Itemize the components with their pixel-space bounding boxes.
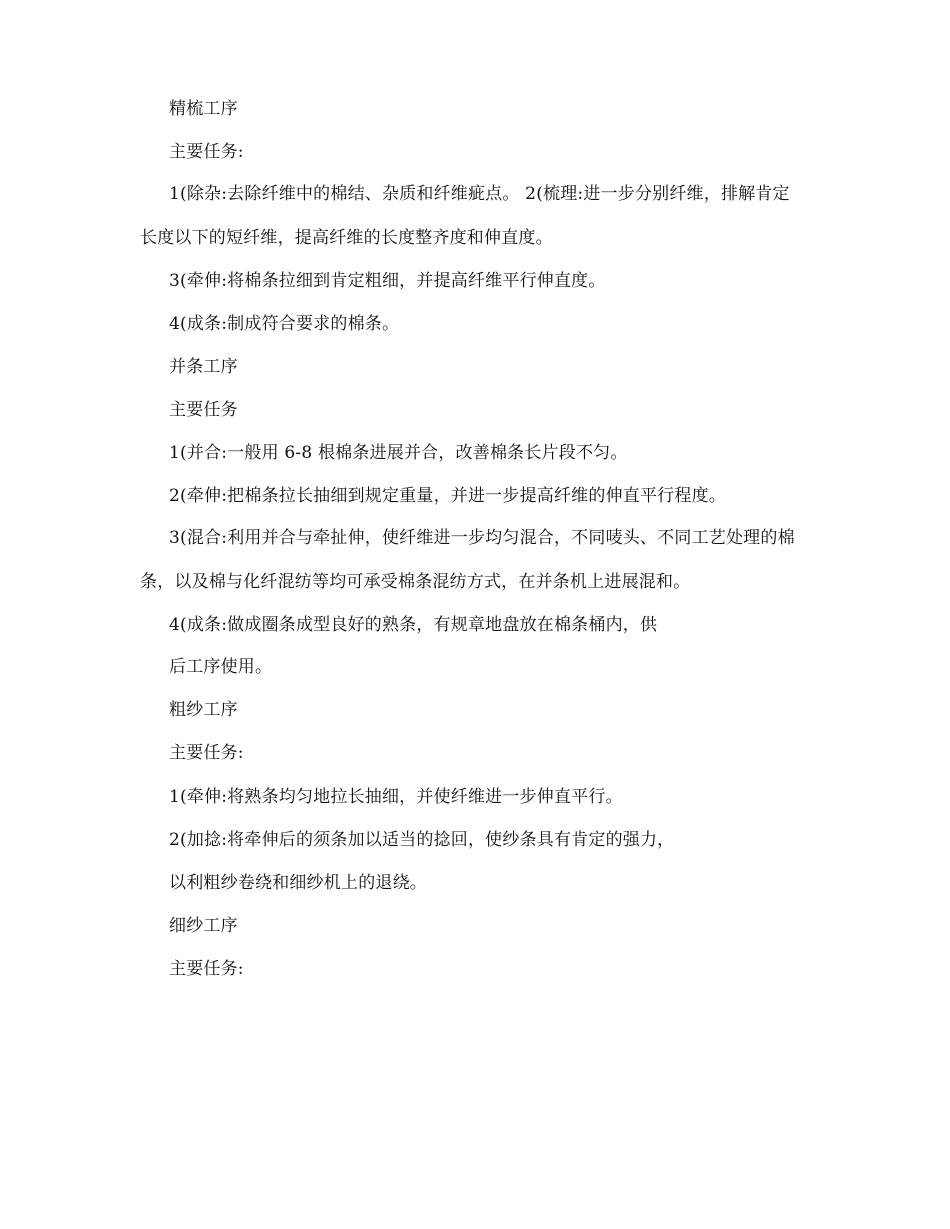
section-subheading-roving: 主要任务:	[169, 743, 244, 763]
section-subheading-combing: 主要任务:	[169, 142, 244, 162]
combing-item-3: 3(牵伸:将棉条拉细到肯定粗细，并提高纤维平行伸直度。	[169, 271, 606, 291]
drawing-item-4-cont: 后工序使用。	[169, 657, 273, 677]
section-heading-drawing: 并条工序	[169, 357, 238, 377]
section-heading-roving: 粗纱工序	[169, 700, 238, 720]
section-subheading-spinning: 主要任务:	[169, 959, 244, 979]
roving-item-1: 1(牵伸:将熟条均匀地拉长抽细，并使纤维进一步伸直平行。	[169, 787, 623, 807]
section-heading-spinning: 细纱工序	[169, 916, 238, 936]
drawing-item-3: 3(混合:利用并合与牵扯伸，使纤维进一步均匀混合，不同唛头、不同工艺处理的棉条，以及棉与化纤混纺等均可承受棉条混纺方式，在并条机上进展混和。	[140, 528, 795, 592]
drawing-item-1: 1(并合:一般用 6-8 根棉条进展并合，改善棉条长片段不匀。	[169, 443, 628, 463]
drawing-item-4: 4(成条:做成圈条成型良好的熟条，有规章地盘放在棉条桶内，供	[169, 615, 658, 635]
roving-item-2: 2(加捻:将牵伸后的须条加以适当的捻回，使纱条具有肯定的强力，	[169, 830, 675, 850]
drawing-item-2: 2(牵伸:把棉条拉长抽细到规定重量，并进一步提高纤维的伸直平行程度。	[169, 486, 726, 506]
section-heading-combing: 精梳工序	[169, 99, 238, 119]
combing-item-4: 4(成条:制成符合要求的棉条。	[169, 314, 400, 334]
roving-item-2-cont: 以利粗纱卷绕和细纱机上的退绕。	[169, 873, 427, 893]
combing-item-1: 1(除杂:去除纤维中的棉结、杂质和纤维疵点。 2(梳理:进一步分别纤维，排解肯定长度以下的短纤维，提高纤维的长度整齐度和伸直度。	[140, 184, 790, 248]
section-subheading-drawing: 主要任务	[169, 400, 238, 420]
